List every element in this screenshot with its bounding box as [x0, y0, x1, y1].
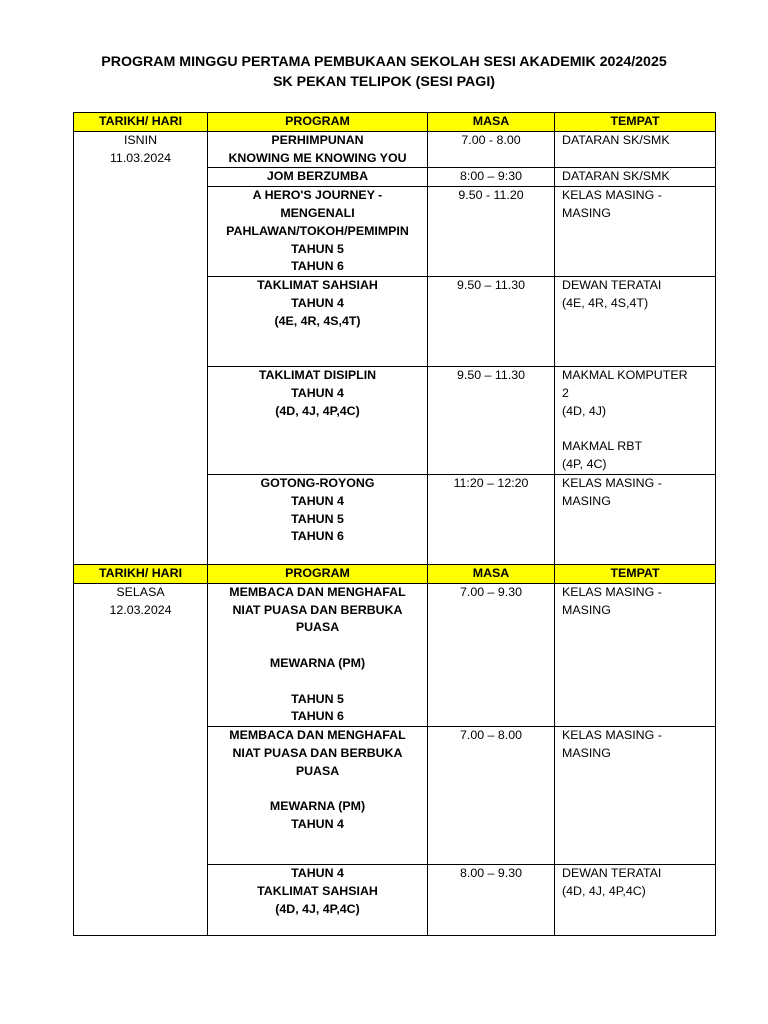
place-cell: DATARAN SK/SMK — [555, 168, 716, 187]
day-name: SELASA — [116, 584, 165, 599]
place-cell: KELAS MASING - MASING — [555, 727, 716, 865]
header-row — [74, 564, 716, 583]
document-title — [0, 52, 768, 92]
program-cell: PERHIMPUNAN KNOWING ME KNOWING YOU — [208, 131, 428, 168]
day-cell — [74, 131, 208, 564]
program-cell: TAKLIMAT SAHSIAH TAHUN 4 (4E, 4R, 4S,4T) — [208, 277, 428, 367]
program-cell: JOM BERZUMBA — [208, 168, 428, 187]
program-cell: TAHUN 4 TAKLIMAT SAHSIAH (4D, 4J, 4P,4C) — [208, 865, 428, 936]
time-cell: 11:20 – 12:20 — [428, 474, 555, 564]
header-date: TARIKH/ HARI — [74, 564, 208, 583]
table-row — [74, 131, 716, 168]
title-line-2: SK PEKAN TELIPOK (SESI PAGI) — [272, 74, 496, 90]
day-name: ISNIN — [123, 132, 158, 147]
time-cell: 8.00 – 9.30 — [428, 865, 555, 936]
program-cell: MEMBACA DAN MENGHAFAL NIAT PUASA DAN BERBUKA PUASA MEWARNA (PM) TAHUN 5 TAHUN 6 — [208, 583, 428, 726]
place-cell: DEWAN TERATAI (4E, 4R, 4S,4T) — [555, 277, 716, 367]
header-time: MASA — [428, 564, 555, 583]
time-cell: 7.00 – 8.00 — [428, 727, 555, 865]
place-cell: DEWAN TERATAI (4D, 4J, 4P,4C) — [555, 865, 716, 936]
day-date: 12.03.2024 — [109, 602, 172, 617]
program-cell: TAKLIMAT DISIPLIN TAHUN 4 (4D, 4J, 4P,4C) — [208, 367, 428, 475]
schedule-table — [73, 112, 716, 936]
header-time: MASA — [428, 113, 555, 132]
time-cell: 7.00 - 8.00 — [428, 131, 555, 168]
day-cell — [74, 583, 208, 935]
header-program: PROGRAM — [208, 564, 428, 583]
place-cell: KELAS MASING - MASING — [555, 474, 716, 564]
header-date: TARIKH/ HARI — [74, 113, 208, 132]
program-cell: A HERO'S JOURNEY - MENGENALI PAHLAWAN/TOKOH/PEMIMPIN TAHUN 5 TAHUN 6 — [208, 187, 428, 277]
time-cell: 9.50 - 11.20 — [428, 187, 555, 277]
place-cell: MAKMAL KOMPUTER 2 (4D, 4J) MAKMAL RBT (4P, 4C) — [555, 367, 716, 475]
header-program: PROGRAM — [208, 113, 428, 132]
place-cell: KELAS MASING - MASING — [555, 583, 716, 726]
day-date: 11.03.2024 — [109, 150, 172, 165]
header-row — [74, 113, 716, 132]
program-cell: MEMBACA DAN MENGHAFAL NIAT PUASA DAN BERBUKA PUASA MEWARNA (PM) TAHUN 4 — [208, 727, 428, 865]
program-cell: GOTONG-ROYONG TAHUN 4 TAHUN 5 TAHUN 6 — [208, 474, 428, 564]
header-place: TEMPAT — [555, 113, 716, 132]
header-place: TEMPAT — [555, 564, 716, 583]
place-cell: DATARAN SK/SMK — [555, 131, 716, 168]
place-cell: KELAS MASING - MASING — [555, 187, 716, 277]
time-cell: 7.00 – 9.30 — [428, 583, 555, 726]
time-cell: 9.50 – 11.30 — [428, 277, 555, 367]
time-cell: 9.50 – 11.30 — [428, 367, 555, 475]
table-row — [74, 583, 716, 726]
title-line-1: PROGRAM MINGGU PERTAMA PEMBUKAAN SEKOLAH SESI AKADEMIK 2024/2025 — [101, 54, 667, 70]
time-cell: 8:00 – 9:30 — [428, 168, 555, 187]
